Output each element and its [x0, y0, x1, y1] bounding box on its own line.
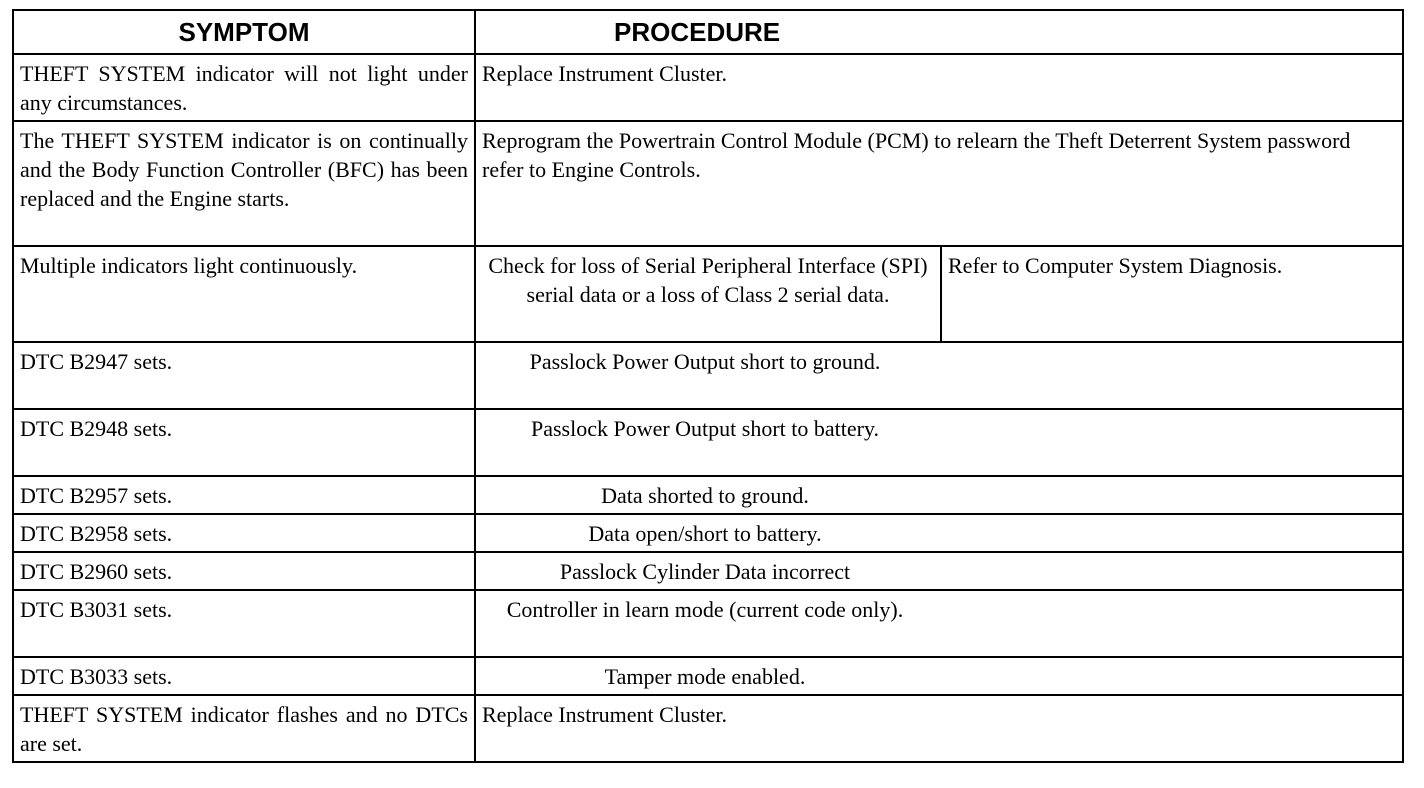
- table-row: [13, 409, 1403, 476]
- table-row: [13, 476, 1403, 514]
- symptom-cell: Multiple indicators light continuously.: [13, 246, 475, 342]
- symptom-procedure-table: [12, 9, 1404, 763]
- procedure-cell: Check for loss of Serial Peripheral Interface (SPI) serial data or a loss of Class 2 serial data.: [475, 246, 941, 342]
- procedure-text: Passlock Power Output short to ground.: [529, 349, 881, 374]
- procedure-cell: [475, 409, 1403, 476]
- table-header-row: [13, 10, 1403, 54]
- table-row: [13, 246, 1403, 342]
- table-row: [13, 552, 1403, 590]
- procedure-cell: [475, 514, 1403, 552]
- procedure-cell: Replace Instrument Cluster.: [475, 695, 1403, 762]
- procedure-text: Passlock Cylinder Data incorrect: [559, 559, 851, 584]
- symptom-cell: DTC B2960 sets.: [13, 552, 475, 590]
- procedure-text: Data open/short to battery.: [588, 521, 822, 546]
- table-row: [13, 121, 1403, 246]
- procedure-cell: [475, 342, 1403, 409]
- symptom-column-header: SYMPTOM: [13, 10, 475, 54]
- symptom-cell: THEFT SYSTEM indicator flashes and no DTCs are set.: [13, 695, 475, 762]
- table-row: [13, 590, 1403, 657]
- procedure-action-cell: Refer to Computer System Diagnosis.: [941, 246, 1403, 342]
- table-row: [13, 514, 1403, 552]
- procedure-cell: [475, 590, 1403, 657]
- table-row: [13, 657, 1403, 695]
- symptom-cell: DTC B2958 sets.: [13, 514, 475, 552]
- procedure-column-header: PROCEDURE: [475, 10, 1403, 54]
- procedure-cell: [475, 657, 1403, 695]
- table-row: [13, 695, 1403, 762]
- symptom-cell: The THEFT SYSTEM indicator is on continually and the Body Function Controller (BFC) has been replaced and the Engine starts.: [13, 121, 475, 246]
- procedure-cell: [475, 552, 1403, 590]
- symptom-cell: DTC B3031 sets.: [13, 590, 475, 657]
- symptom-cell: DTC B3033 sets.: [13, 657, 475, 695]
- table-row: [13, 54, 1403, 121]
- symptom-cell: DTC B2957 sets.: [13, 476, 475, 514]
- procedure-cell: Replace Instrument Cluster.: [475, 54, 1403, 121]
- procedure-text: Tamper mode enabled.: [604, 664, 806, 689]
- procedure-text: Passlock Power Output short to battery.: [530, 416, 880, 441]
- symptom-procedure-document: [12, 9, 1404, 763]
- procedure-text: Data shorted to ground.: [601, 483, 809, 508]
- symptom-cell: DTC B2948 sets.: [13, 409, 475, 476]
- symptom-cell: THEFT SYSTEM indicator will not light under any circumstances.: [13, 54, 475, 121]
- procedure-cell: [475, 476, 1403, 514]
- table-row: [13, 342, 1403, 409]
- procedure-cell: Reprogram the Powertrain Control Module (PCM) to relearn the Theft Deterrent System password refer to Engine Controls.: [475, 121, 1403, 246]
- procedure-text: Controller in learn mode (current code only).: [506, 597, 904, 622]
- symptom-cell: DTC B2947 sets.: [13, 342, 475, 409]
